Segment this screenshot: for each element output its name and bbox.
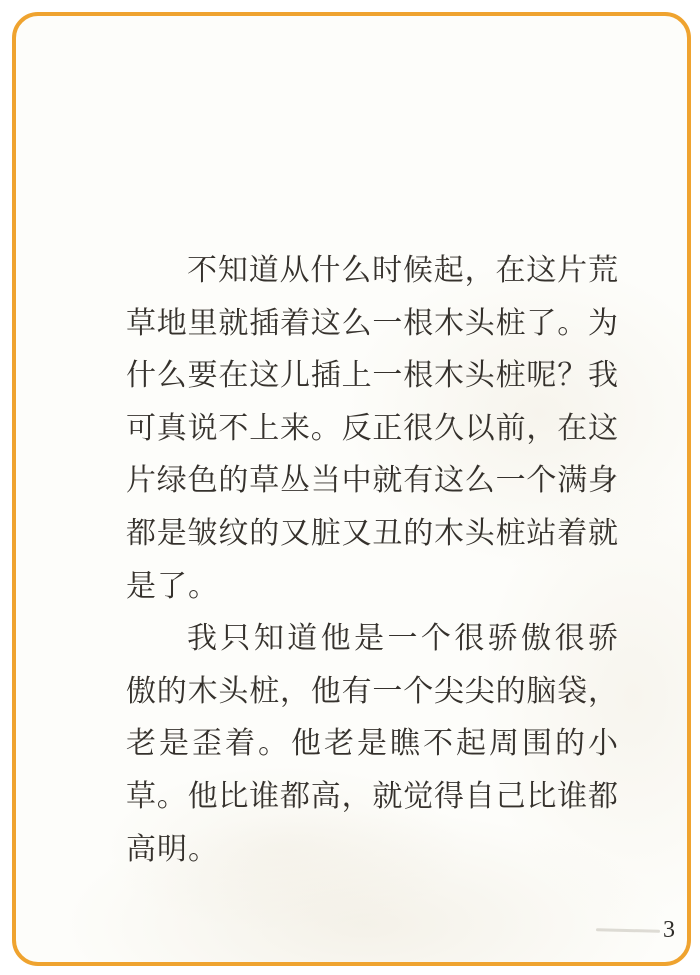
text-line: 什么要在这儿插上一根木头桩呢？我 (126, 359, 618, 393)
text-line: 不知道从什么时候起，在这片荒 (187, 254, 618, 287)
scan-smudge-artifact (596, 928, 660, 933)
text-line: 老是歪着。他老是瞧不起周围的小 (126, 727, 618, 761)
text-line: 是了。 (126, 569, 219, 603)
text-line: 都是皱纹的又脏又丑的木头桩站着就 (126, 516, 618, 550)
text-line: 我只知道他是一个很骄傲很骄 (187, 622, 618, 656)
text-line: 片绿色的草丛当中就有这么一个满身 (126, 464, 618, 498)
page-number: 3 (663, 917, 675, 943)
story-text (126, 245, 618, 876)
text-line: 草地里就插着这么一根木头桩了。为 (126, 306, 618, 340)
text-line: 草。他比谁都高，就觉得自己比谁都 (126, 779, 618, 813)
text-line: 可真说不上来。反正很久以前，在这 (126, 411, 618, 445)
text-line: 傲的木头桩，他有一个尖尖的脑袋， (126, 674, 618, 708)
page-border-frame (12, 12, 691, 966)
text-line: 高明。 (126, 832, 219, 866)
